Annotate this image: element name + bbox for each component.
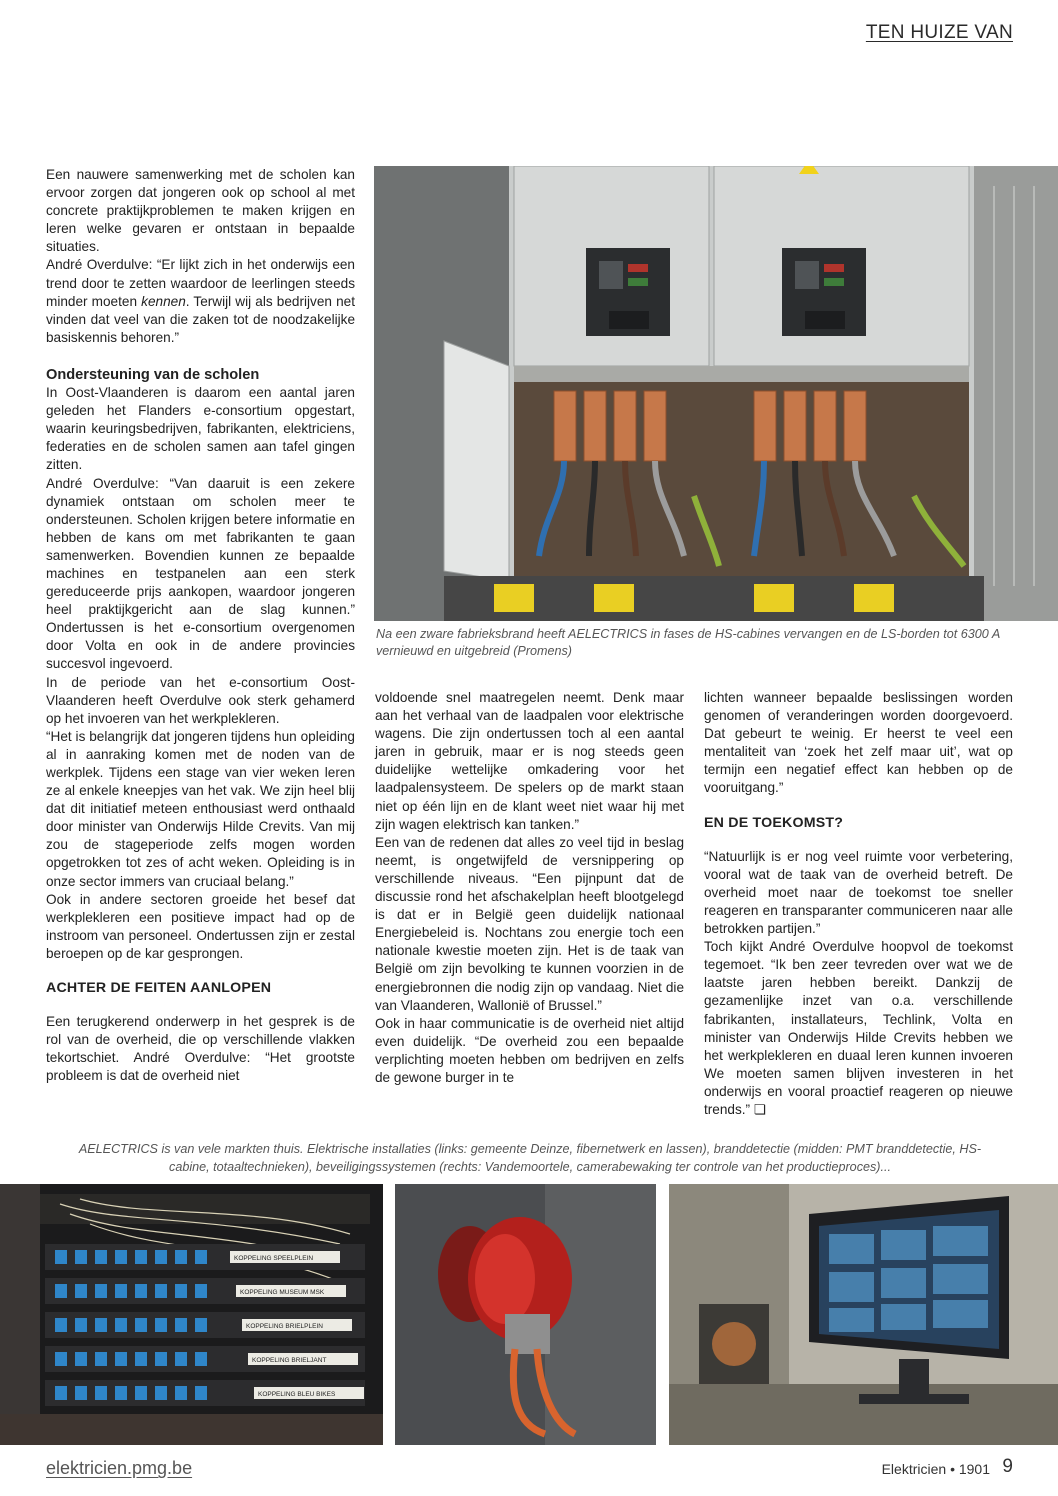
fiber-connector [95,1250,107,1264]
fiber-connector [175,1352,187,1366]
fiber-connector [75,1318,87,1332]
photo-fire-detector [395,1184,656,1445]
fiber-connector [195,1318,207,1332]
fiber-connector [175,1284,187,1298]
paragraph: voldoende snel maatregelen neemt. Denk maar aan het verhaal van de laadpalen voor elektrische wagens. Die zijn ondertussen toch al een aantal jaren in gebruik, maar er is nog steeds geen duidelijke wettelijke omkadering voor het laadpalensysteem. De spelers op de markt staan niet op één lijn en de klant weet niet waar hij met zijn wagen elektrisch kan tanken.” [375,690,684,832]
fiber-connector [155,1318,167,1332]
switchgear-illustration [374,166,1058,621]
camera-monitoring-illustration [669,1184,1058,1445]
text-column-left [46,166,355,1086]
patch-label-text: KOPPELING BRIELJANT [252,1357,327,1364]
fiber-connector [135,1284,147,1298]
fiber-connector [95,1386,107,1400]
fiber-connector [115,1318,127,1332]
subheading-future: EN DE TOEKOMST? [704,814,844,831]
fiber-connector [95,1352,107,1366]
fiber-connector [135,1352,147,1366]
fiber-connector [75,1352,87,1366]
paragraph: André Overdulve: “Van daaruit is een zekere dynamiek ontstaan om scholen meer te ondersteunen. Scholen krijgen betere informatie en hebben de kans om met fabrikanten te gaan samenwerken. Bovendien kunnen ze bepaalde machines en testpanelen aan een sterk gereduceerde prijs aankopen, waardoor jongeren heel praktijkgericht aan de slag kunnen.” Ondertussen is het e-consortium overgenomen door Volta en ook in de andere provincies succesvol ingevoerd. [46,475,355,672]
fiber-connector [175,1386,187,1400]
paragraph: Een nauwere samenwerking met de scholen kan ervoor zorgen dat jongeren ook op school al met concrete praktijkproblemen te maken krijgen en leren welke gevaren er ontstaan in bepaalde situaties. [46,167,355,255]
fiber-connector [115,1386,127,1400]
fiber-connector [155,1284,167,1298]
fiber-connector [115,1284,127,1298]
subheading-schools: Ondersteuning van de scholen [46,366,260,383]
fiber-connector [135,1318,147,1332]
paragraph: Toch kijkt André Overdulve hoopvol de toekomst tegemoet. “Ik ben zeer tevreden over wat we de laatste jaren hebben bereikt. Dankzij de gezamenlijke inzet van o.a. verschillende fabrikanten, installateurs, Techlink, Volta en minister van Onderwijs Hilde Crevits hebben we het werkplekleren en duaal leren kunnen invoeren We moeten samen blijven investeren in het onderwijs en vooral proactief reageren op nieuwe trends.” ❏ [704,939,1013,1117]
fiber-connector [75,1250,87,1264]
paragraph: Een van de redenen dat alles zo veel tijd in beslag neemt, is ongetwijfeld de versnippering op verschillende niveaus. “Een pijnpunt dat de discussie rond het afschakelplan heeft blootgelegd is dat er in België geen duidelijk nationaal Energiebeleid is. Nochtans zou energie toch een nationale kwestie moeten zijn. Het is de taak van België om zijn bevolking te kunnen voorzien in de energiebronnen die nodig zijn op vandaag. Niet die van Vlaanderen, Wallonië of Brussel.” [375,834,684,1013]
section-tag: TEN HUIZE VAN [865,22,1013,43]
fire-detector-illustration [395,1184,656,1445]
photo-camera-monitoring [669,1184,1058,1445]
fiber-connector [195,1250,207,1264]
fiber-connector [55,1386,67,1400]
footer-magazine-issue: Elektricien • 1901 [881,1461,990,1477]
fiber-connector [115,1250,127,1264]
text-column-middle [375,689,684,1087]
paragraph: Ook in andere sectoren groeide het besef dat werkplekleren een positieve impact had op de instroom van personeel. Ondertussen zijn er zestal beroepen op de kar gesprongen. [46,891,355,961]
fiber-connector [175,1250,187,1264]
patch-label-text: KOPPELING BLEU BIKES [258,1391,336,1398]
fiber-connector [55,1352,67,1366]
caption-main-photo: Na een zware fabrieksbrand heeft AELECTRICS in fases de HS-cabines vervangen en de LS-borden tot 6300 A vernieuwd en uitgebreid (Promens) [376,627,1000,658]
fiber-connector [155,1386,167,1400]
fiber-connector [195,1386,207,1400]
end-mark-icon: ❏ [753,1101,767,1117]
fiber-connector [55,1318,67,1332]
fiber-connector [155,1352,167,1366]
fiber-connector [175,1318,187,1332]
footer-website-link[interactable]: elektricien.pmg.be [46,1458,193,1478]
text-column-right [704,689,1013,1119]
fiber-connector [195,1352,207,1366]
paragraph: André Overdulve: “Er lijkt zich in het onderwijs een trend door te zetten waardoor de leerlingen steeds minder moeten kennen. Terwijl wij als bedrijven net vinden dat veel van die zaken tot de noodzakelijke basiskennis behoren.” [46,257,355,345]
paragraph: Ook in haar communicatie is de overheid niet altijd even duidelijk. “De overheid zou een bepaalde verplichting moeten hebben om bedrijven en zelfs de gewone burger in te [375,1015,684,1085]
caption-bottom-photos: AELECTRICS is van vele markten thuis. Elektrische installaties (links: gemeente Deinze, fibernetwerk en lassen), branddetectie (midden: PMT branddetectie, HS-cabine, totaaltechnieken), beveiligingssystemen (rechts: Vandemoortele, camerabewaking ter controle van het productieproces)... [78,1142,982,1174]
photo-fiber-panel [0,1184,383,1445]
page-number: 9 [1002,1456,1013,1477]
emphasis: kennen [141,293,186,309]
patch-label-text: KOPPELING SPEELPLEIN [234,1255,314,1262]
paragraph: Een terugkerend onderwerp in het gesprek is de rol van de overheid, die op verschillende vlakken tekortschiet. André Overdulve: “Het grootste probleem is dat de overheid niet [46,1014,355,1084]
fiber-connector [155,1250,167,1264]
fiber-connector [75,1386,87,1400]
fiber-connector [115,1352,127,1366]
subheading-facts: ACHTER DE FEITEN AANLOPEN [46,980,272,997]
fiber-connector [95,1284,107,1298]
fiber-connector [55,1284,67,1298]
patch-label-text: KOPPELING BRIELPLEIN [246,1323,323,1330]
paragraph: lichten wanneer bepaalde beslissingen worden genomen of veranderingen worden doorgevoerd. Dat gebeurt te weinig. Er heerst te veel een mentaliteit van ‘zoek het zelf maar uit’, wat op termijn een negatief effect kan hebben op de vooruitgang.” [704,690,1013,796]
fiber-connector [135,1386,147,1400]
fiber-connector [55,1250,67,1264]
fiber-connector [195,1284,207,1298]
fiber-connector [75,1284,87,1298]
paragraph: “Het is belangrijk dat jongeren tijdens hun opleiding al in aanraking komen met de noden van de werkplek. Tijdens een stage van vier weken leren ze al enkele kneepjes van het vak. We zijn heel blij dat dit initiatief meteen enthousiast werd onthaald door minister van Onderwijs Hilde Crevits. Van mij zou de stageperiode zelfs mogen worden opgetrokken tot zes of acht weken. Opleiding is in onze sector immers van cruciaal belang.” [46,728,355,889]
photo-switchgear [374,166,1058,621]
paragraph: “Natuurlijk is er nog veel ruimte voor verbetering, vooral wat de taak van de overheid betreft. De overheid moet naar de toekomst toe sneller reageren en transparanter communiceren naar alle betrokken partijen.” [704,848,1013,937]
fiber-panel-illustration [0,1184,383,1445]
paragraph: In de periode van het e-consortium Oost-Vlaanderen heeft Overdulve ook sterk gehamerd op het invoeren van het werkplekleren. [46,674,355,726]
fiber-connector [135,1250,147,1264]
paragraph: In Oost-Vlaanderen is daarom een aantal jaren geleden het Flanders e-consortium opgestart, waarin keuringsbedrijven, fabrikanten, elektriciens, federaties en de scholen samen aan tafel gingen zitten. [46,385,355,473]
patch-label-text: KOPPELING MUSEUM MSK [240,1289,325,1296]
fiber-connector [95,1318,107,1332]
